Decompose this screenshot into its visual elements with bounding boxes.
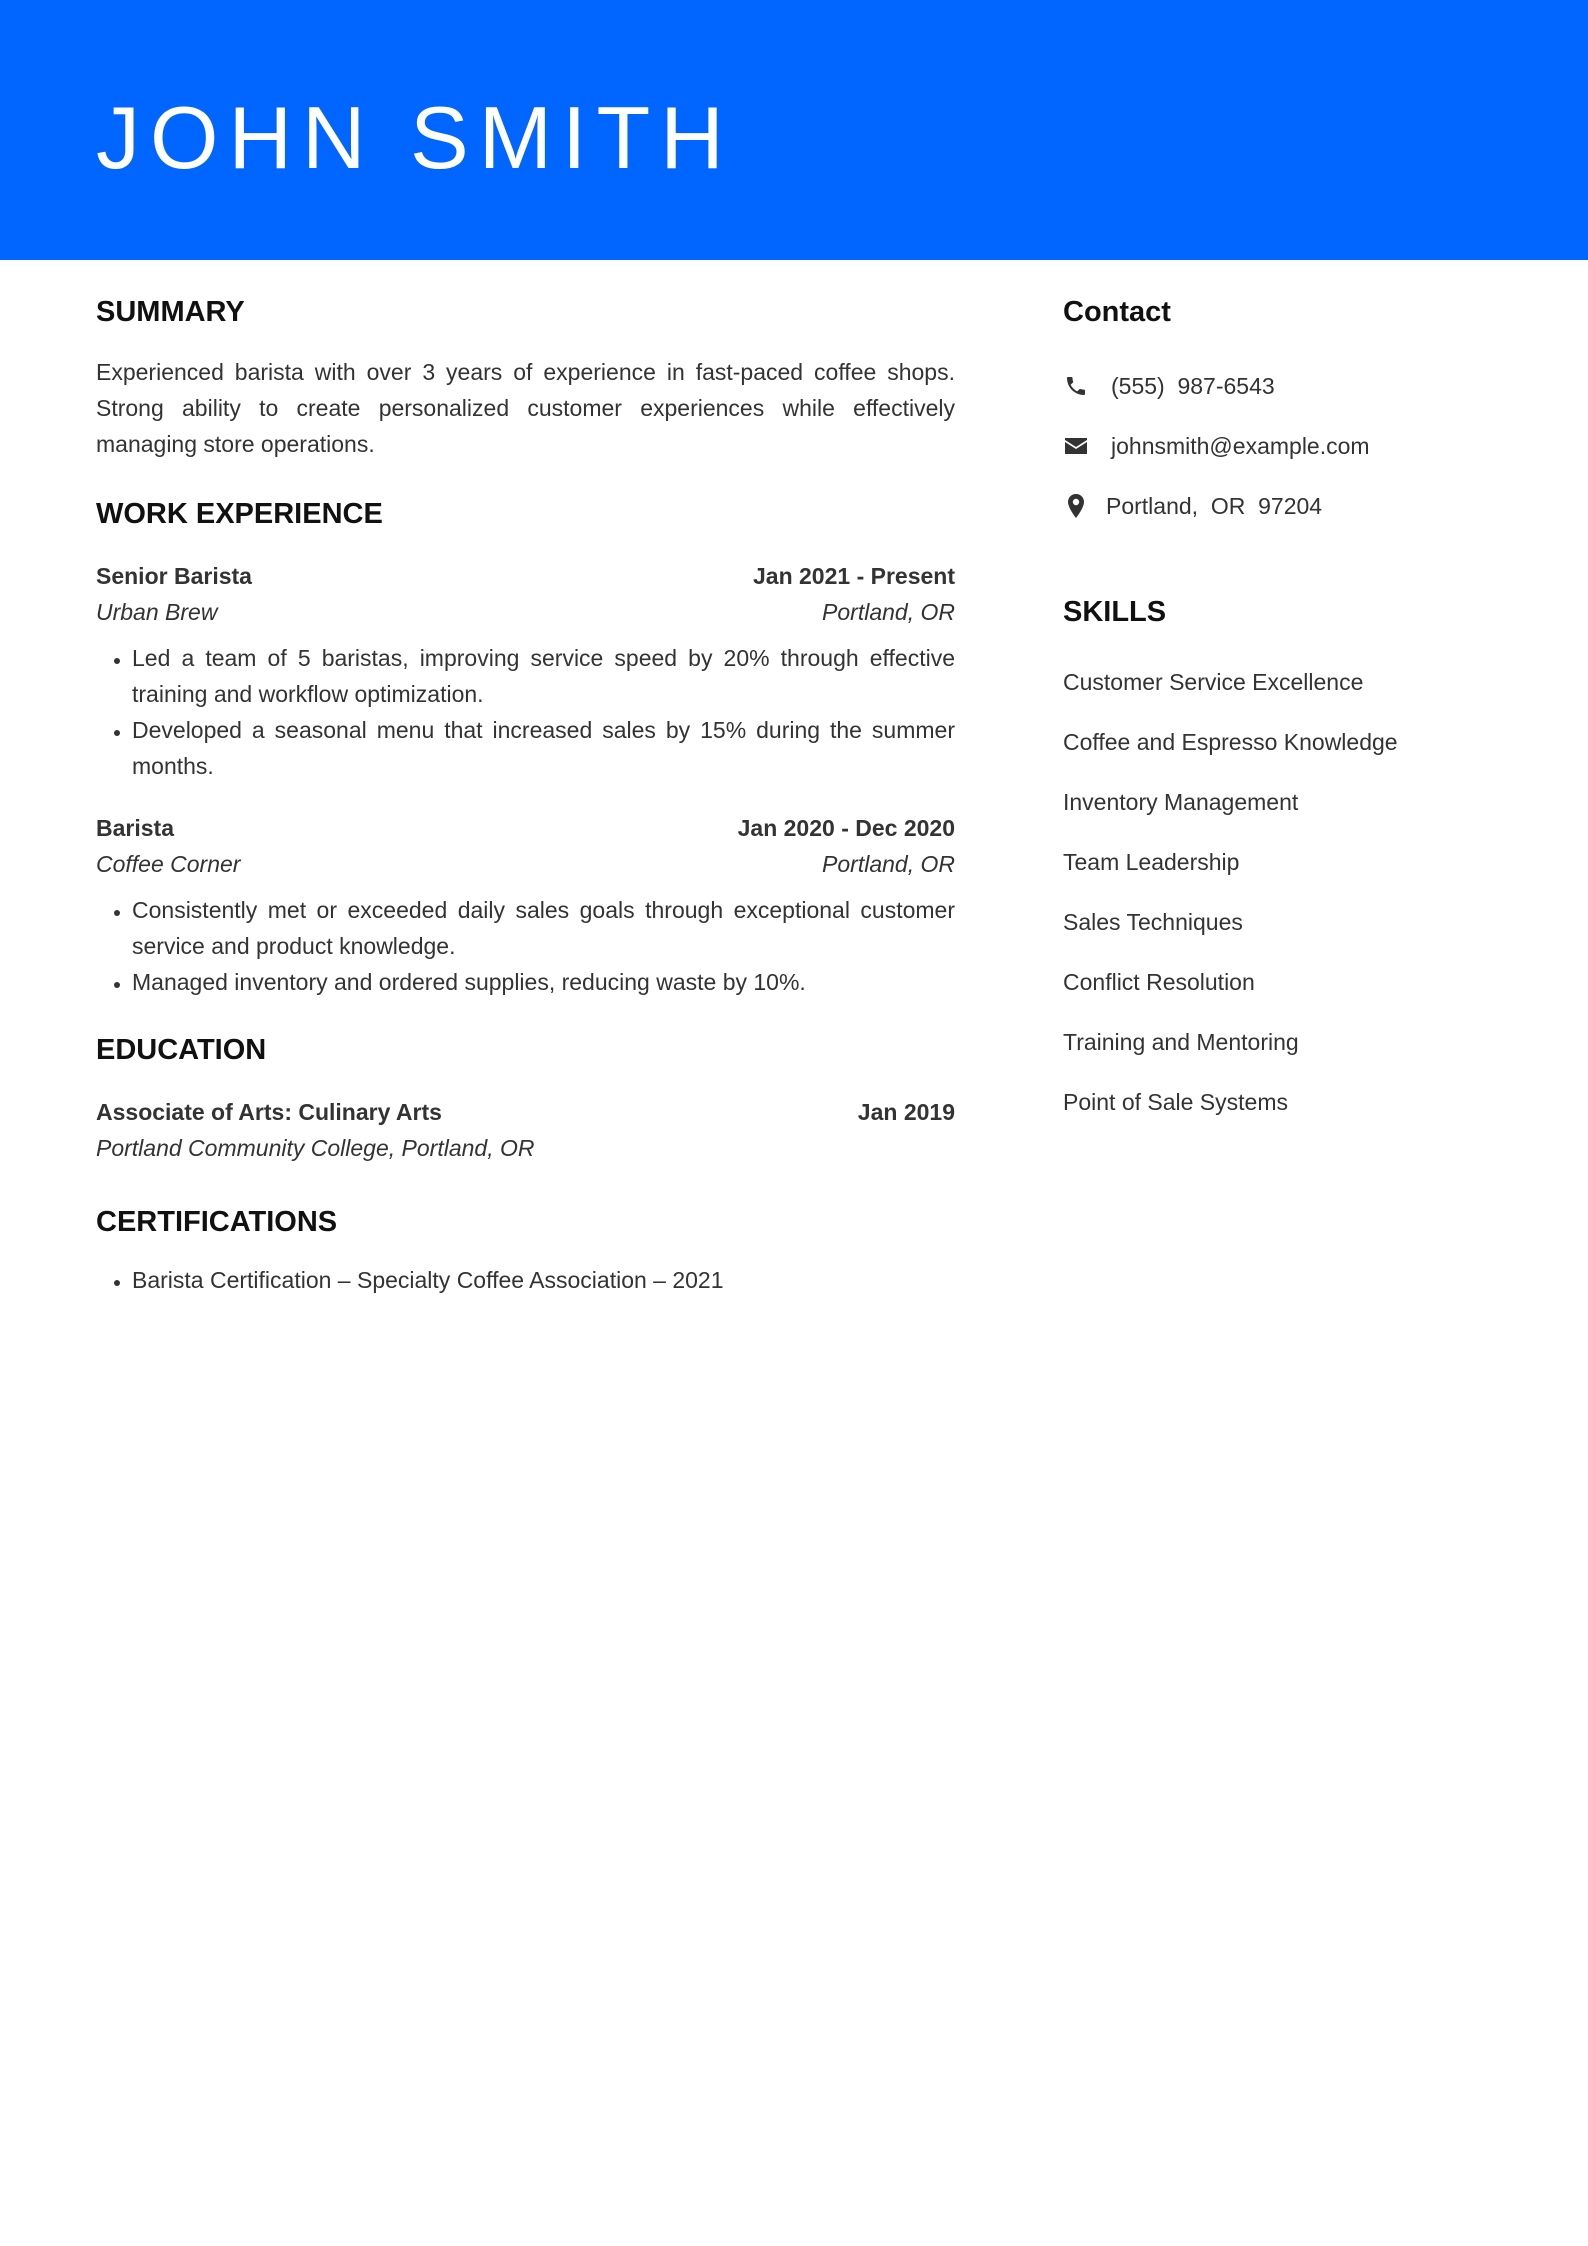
job-entry: [96, 810, 955, 1000]
job-bullet: • Led a team of 5 baristas, improving service speed by 20% through effective training and workflow optimization.: [132, 640, 955, 712]
job-role: Barista: [96, 815, 174, 841]
skill-item: Point of Sale Systems: [1063, 1088, 1288, 1115]
education-date: Jan 2019: [857, 1099, 955, 1125]
education-school: Portland Community College, Portland, OR: [96, 1135, 535, 1161]
job-bullet: • Managed inventory and ordered supplies, reducing waste by 10%.: [132, 964, 955, 1000]
skill-item: Inventory Management: [1063, 788, 1299, 815]
certification-item: • Barista Certification – Specialty Coffee Association – 2021: [132, 1262, 955, 1298]
job-company: Coffee Corner: [96, 851, 241, 877]
contact-section: [1063, 290, 1503, 536]
work-experience-title: WORK EXPERIENCE: [96, 498, 383, 530]
job-bullets: [96, 640, 955, 784]
contact-email: [1063, 416, 1503, 476]
header-banner: [0, 0, 1588, 260]
skill-item: Coffee and Espresso Knowledge: [1063, 728, 1398, 755]
job-location: Portland, OR: [822, 851, 955, 877]
job-location: Portland, OR: [822, 599, 955, 625]
summary-title: SUMMARY: [96, 296, 245, 328]
envelope-icon: [1063, 433, 1089, 459]
certifications-list: [96, 1262, 955, 1298]
work-experience-section: [96, 492, 955, 1000]
job-bullet: • Consistently met or exceeded daily sales goals through exceptional customer service and product knowledge.: [132, 892, 955, 964]
education-title: EDUCATION: [96, 1034, 267, 1066]
contact-location: [1063, 476, 1503, 536]
map-pin-icon: [1063, 493, 1089, 519]
contact-location-text: Portland, OR 97204: [1106, 492, 1323, 519]
skills-section: [1063, 590, 1503, 1132]
certifications-title: CERTIFICATIONS: [96, 1206, 338, 1238]
education-section: [96, 1028, 955, 1166]
skill-item: Conflict Resolution: [1063, 968, 1255, 995]
job-bullets: [96, 892, 955, 1000]
contact-phone-text: (555) 987-6543: [1111, 372, 1275, 399]
main-column: [96, 290, 955, 1298]
job-entry: [96, 558, 955, 784]
skill-item: Training and Mentoring: [1063, 1028, 1299, 1055]
education-degree: Associate of Arts: Culinary Arts: [96, 1099, 442, 1125]
contact-phone: [1063, 356, 1503, 416]
job-bullet: • Developed a seasonal menu that increased sales by 15% during the summer months.: [132, 712, 955, 784]
skill-item: Sales Techniques: [1063, 908, 1243, 935]
job-role: Senior Barista: [96, 563, 252, 589]
education-entry: [96, 1094, 955, 1166]
certifications-section: [96, 1200, 955, 1298]
skills-title: SKILLS: [1063, 596, 1167, 628]
candidate-name: JOHN SMITH: [96, 88, 734, 187]
sidebar-column: [1063, 290, 1503, 1132]
phone-icon: [1063, 373, 1089, 399]
summary-text: Experienced barista with over 3 years of experience in fast-paced coffee shops. Strong ability to create personalized customer experiences while effectively managing store operations.: [96, 359, 955, 457]
job-company: Urban Brew: [96, 599, 218, 625]
skills-list: [1063, 652, 1503, 1132]
skill-item: Customer Service Excellence: [1063, 668, 1364, 695]
contact-title: Contact: [1063, 296, 1171, 328]
contact-email-text: johnsmith@example.com: [1111, 432, 1370, 459]
summary-section: [96, 290, 955, 462]
job-dates: Jan 2021 - Present: [752, 563, 955, 589]
job-dates: Jan 2020 - Dec 2020: [737, 815, 955, 841]
skill-item: Team Leadership: [1063, 848, 1240, 875]
